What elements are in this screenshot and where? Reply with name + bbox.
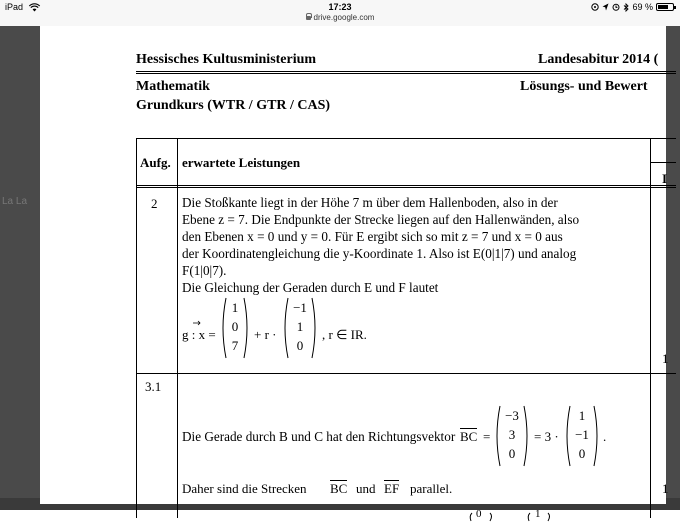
exam-title: Landesabitur 2014 ( [538, 52, 659, 67]
table-top-border [136, 138, 676, 139]
table-left-border [136, 138, 137, 518]
vector-component: 1 [231, 300, 239, 315]
header-line-1 [136, 52, 676, 68]
vector-component: 0 [578, 446, 586, 461]
line-equation-plus: + r · [254, 327, 277, 342]
column-header-right: I [662, 171, 668, 186]
column-header-expected: erwartete Leistungen [182, 155, 301, 170]
solution-line: Die Gerade durch B und C hat den Richtungsvektor [182, 429, 456, 444]
partial-vector-component: 1 [535, 508, 541, 520]
faded-sidebar-text: La La [2, 196, 28, 207]
vector-component: −3 [505, 408, 519, 423]
task-number: 3.1 [145, 379, 162, 394]
vector-component: −1 [575, 427, 589, 442]
vector-component: 1 [296, 319, 304, 334]
scalar-multiple: = 3 · [534, 429, 559, 444]
table-header-rule [136, 185, 676, 186]
points-value: 1 [662, 481, 669, 496]
battery-fill [658, 5, 668, 9]
subject-title: Mathematik [136, 79, 210, 94]
solution-line: Daher sind die Strecken [182, 481, 307, 496]
device-name: iPad [5, 2, 24, 12]
battery-percent: 69 % [632, 2, 653, 12]
course-title: Grundkurs (WTR / GTR / CAS) [136, 98, 331, 113]
vector-component: 3 [508, 427, 516, 442]
solution-line: der Koordinatengleichung die y-Koordinate 1. Also ist E(0|1|7) und analog [182, 246, 577, 261]
battery-icon [656, 3, 674, 11]
clock: 17:23 [328, 2, 352, 12]
vector-bc-label: BC [460, 429, 478, 444]
table-col-divider-right [650, 138, 651, 518]
vector-component: 0 [231, 319, 239, 334]
table-header-rule-2 [136, 187, 676, 188]
partial-vector-component: 0 [476, 508, 482, 520]
alarm-icon [612, 3, 620, 11]
equals-sign: = [483, 429, 491, 444]
column-header-task: Aufg. [140, 155, 171, 170]
table-row-rule [136, 373, 676, 374]
ministry-title: Hessisches Kultusministerium [136, 52, 317, 67]
status-bar [0, 0, 680, 26]
vector-component: 7 [231, 338, 239, 353]
solution-line: Die Gleichung der Geraden durch E und F lautet [182, 280, 439, 295]
segment-ef-label: EF [384, 481, 400, 496]
solution-line: Die Stoßkante liegt in der Höhe 7 m über dem Hallenboden, also in der [182, 195, 558, 210]
line-equation-lhs: g : x = [182, 327, 216, 342]
lock-icon [306, 16, 311, 20]
header-rule-2 [136, 73, 676, 74]
line-equation-tail: , r ∈ IR. [322, 327, 367, 342]
conjunction-text: und [356, 481, 376, 496]
solutions-title: Lösungs- und Bewert [520, 79, 648, 94]
viewer-left-margin [0, 26, 40, 510]
sentence-period: . [603, 429, 607, 444]
header-rule [136, 71, 676, 72]
status-icons [591, 2, 674, 12]
vector-component: 0 [508, 446, 516, 461]
bluetooth-icon [623, 3, 629, 12]
vector-arrow-icon [193, 321, 201, 325]
segment-bc-label: BC [330, 481, 348, 496]
solutions-table [136, 138, 676, 518]
solution-line: parallel. [410, 481, 453, 496]
document-page[interactable] [40, 26, 669, 520]
solution-line: Ebene z = 7. Die Endpunkte der Strecke liegen auf den Hallenwänden, also [182, 212, 580, 227]
header-line-2 [136, 79, 676, 95]
table-subheader-rule [650, 162, 676, 163]
vector-component: 0 [296, 338, 304, 353]
task-number: 2 [151, 196, 158, 211]
table-col-divider [177, 138, 178, 518]
solution-line: F(1|0|7). [182, 263, 227, 278]
points-value: 1 [662, 351, 669, 366]
address-bar[interactable] [0, 13, 680, 22]
solution-line: den Ebenen x = 0 und y = 0. Für E ergibt sich so mit z = 7 und x = 0 aus [182, 229, 563, 244]
location-icon [591, 3, 599, 11]
vector-component: −1 [293, 300, 307, 315]
url-text: drive.google.com [313, 13, 375, 22]
vector-component: 1 [578, 408, 586, 423]
navigation-arrow-icon [602, 3, 609, 11]
